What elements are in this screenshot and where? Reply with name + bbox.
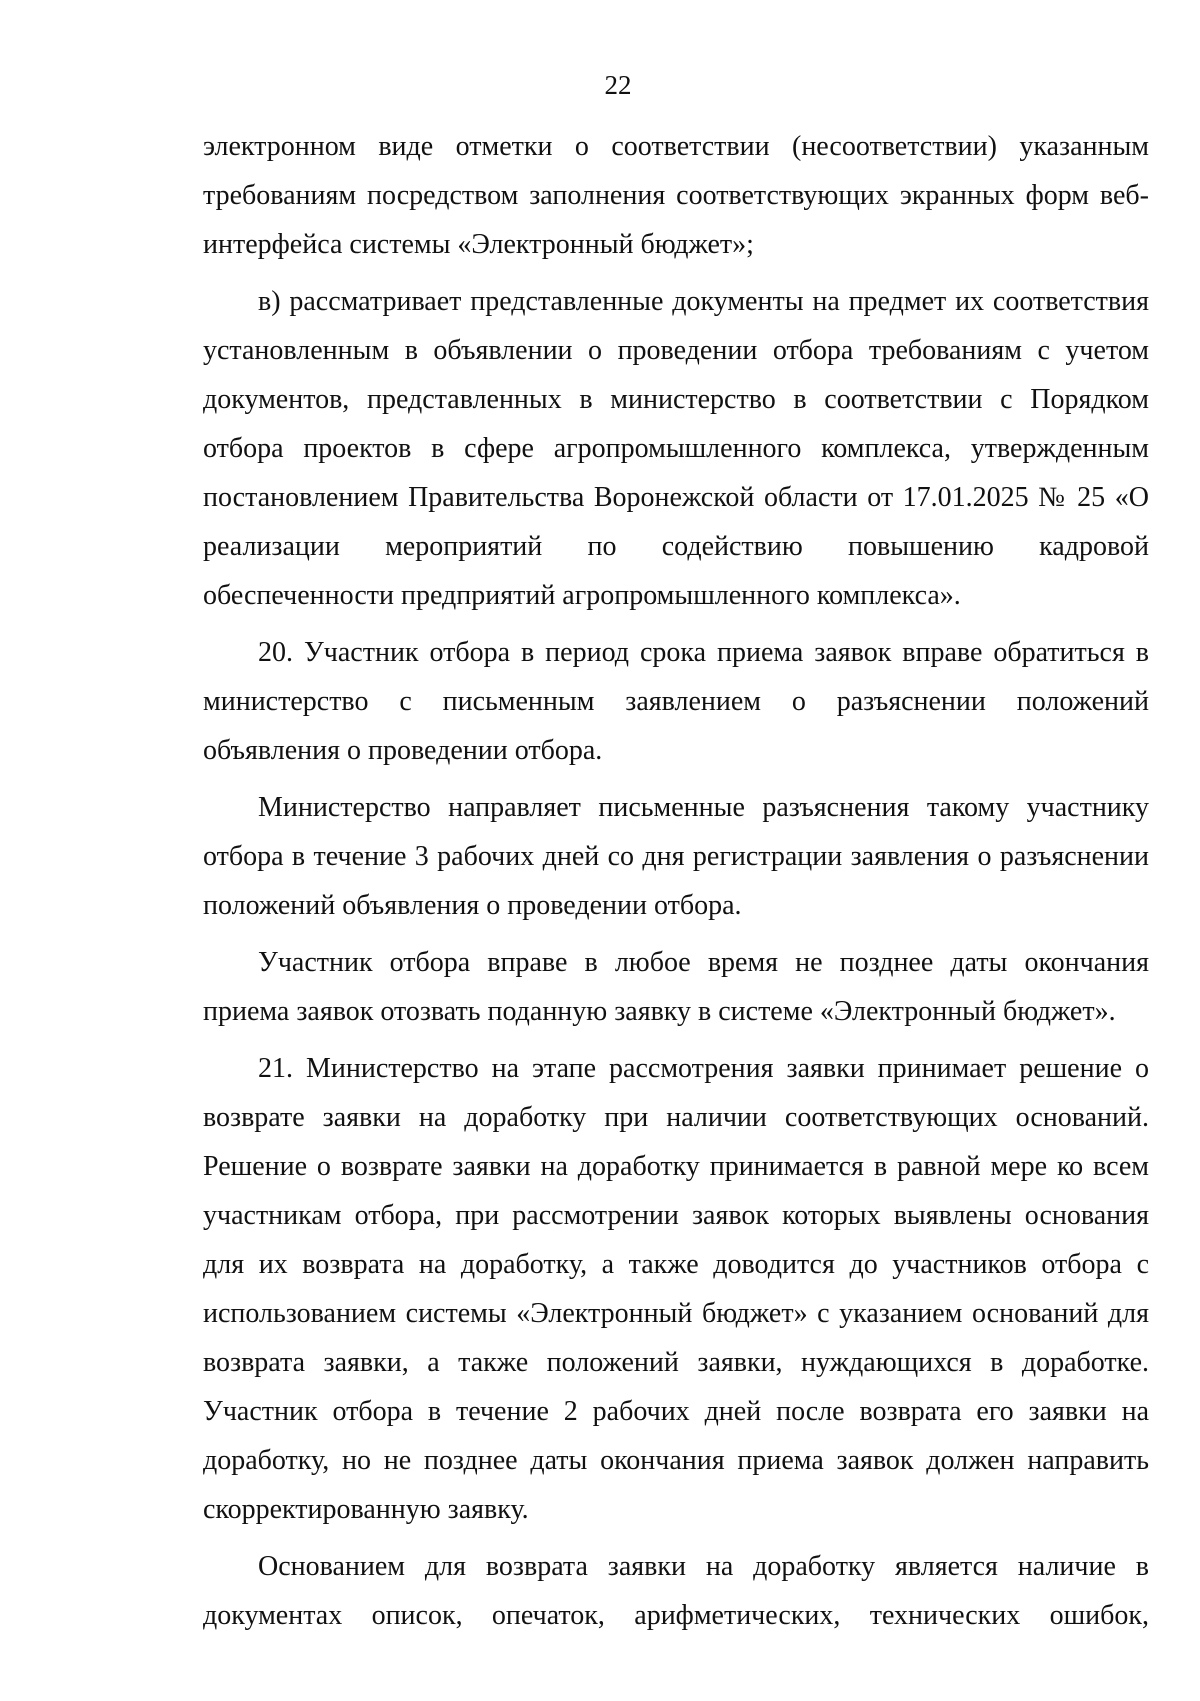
paragraph-withdraw-application: Участник отбора вправе в любое время не позднее даты окончания приема заявок отозвать поданную заявку в системе «Электронный бюджет». xyxy=(203,947,1149,1027)
paragraph-continuation: электронном виде отметки о соответствии (несоответствии) указанным требованиям посредством заполнения соответствующих экранных форм веб-интерфейса системы «Электронный бюджет»; xyxy=(203,131,1149,260)
paragraph-return-grounds: Основанием для возврата заявки на доработку является наличие в документах описок, опечаток, арифметических, технических ошибок, xyxy=(203,1551,1149,1631)
paragraph-item-v: в) рассматривает представленные документы на предмет их соответствия установленным в объявлении о проведении отбора требованиям с учетом документов, представленных в министерство в соответствии с Порядком отбора проектов в сфере агропромышленного комплекса, утвержденным постановлением Правительства Воронежской области от 17.01.2025 № 25 «О реализации мероприятий по содействию повышению кадровой обеспеченности предприятий агропромышленного комплекса». xyxy=(203,286,1149,611)
page-number: 22 xyxy=(604,70,632,100)
paragraph-ministry-clarification: Министерство направляет письменные разъяснения такому участнику отбора в течение 3 рабочих дней со дня регистрации заявления о разъяснении положений объявления о проведении отбора. xyxy=(203,792,1149,921)
paragraph-21: 21. Министерство на этапе рассмотрения заявки принимает решение о возврате заявки на доработку при наличии соответствующих оснований. Решение о возврате заявки на доработку принимается в равной мере ко всем участникам отбора, при рассмотрении заявок которых выявлены основания для их возврата на доработку, а также доводится до участников отбора с использованием системы «Электронный бюджет» с указанием оснований для возврата заявки, а также положений заявки, нуждающихся в доработке. Участник отбора в течение 2 рабочих дней после возврата его заявки на доработку, но не позднее даты окончания приема заявок должен направить скорректированную заявку. xyxy=(203,1053,1149,1525)
paragraph-20: 20. Участник отбора в период срока приема заявок вправе обратиться в министерство с письменным заявлением о разъяснении положений объявления о проведении отбора. xyxy=(203,637,1149,766)
document-body xyxy=(203,122,1149,1640)
